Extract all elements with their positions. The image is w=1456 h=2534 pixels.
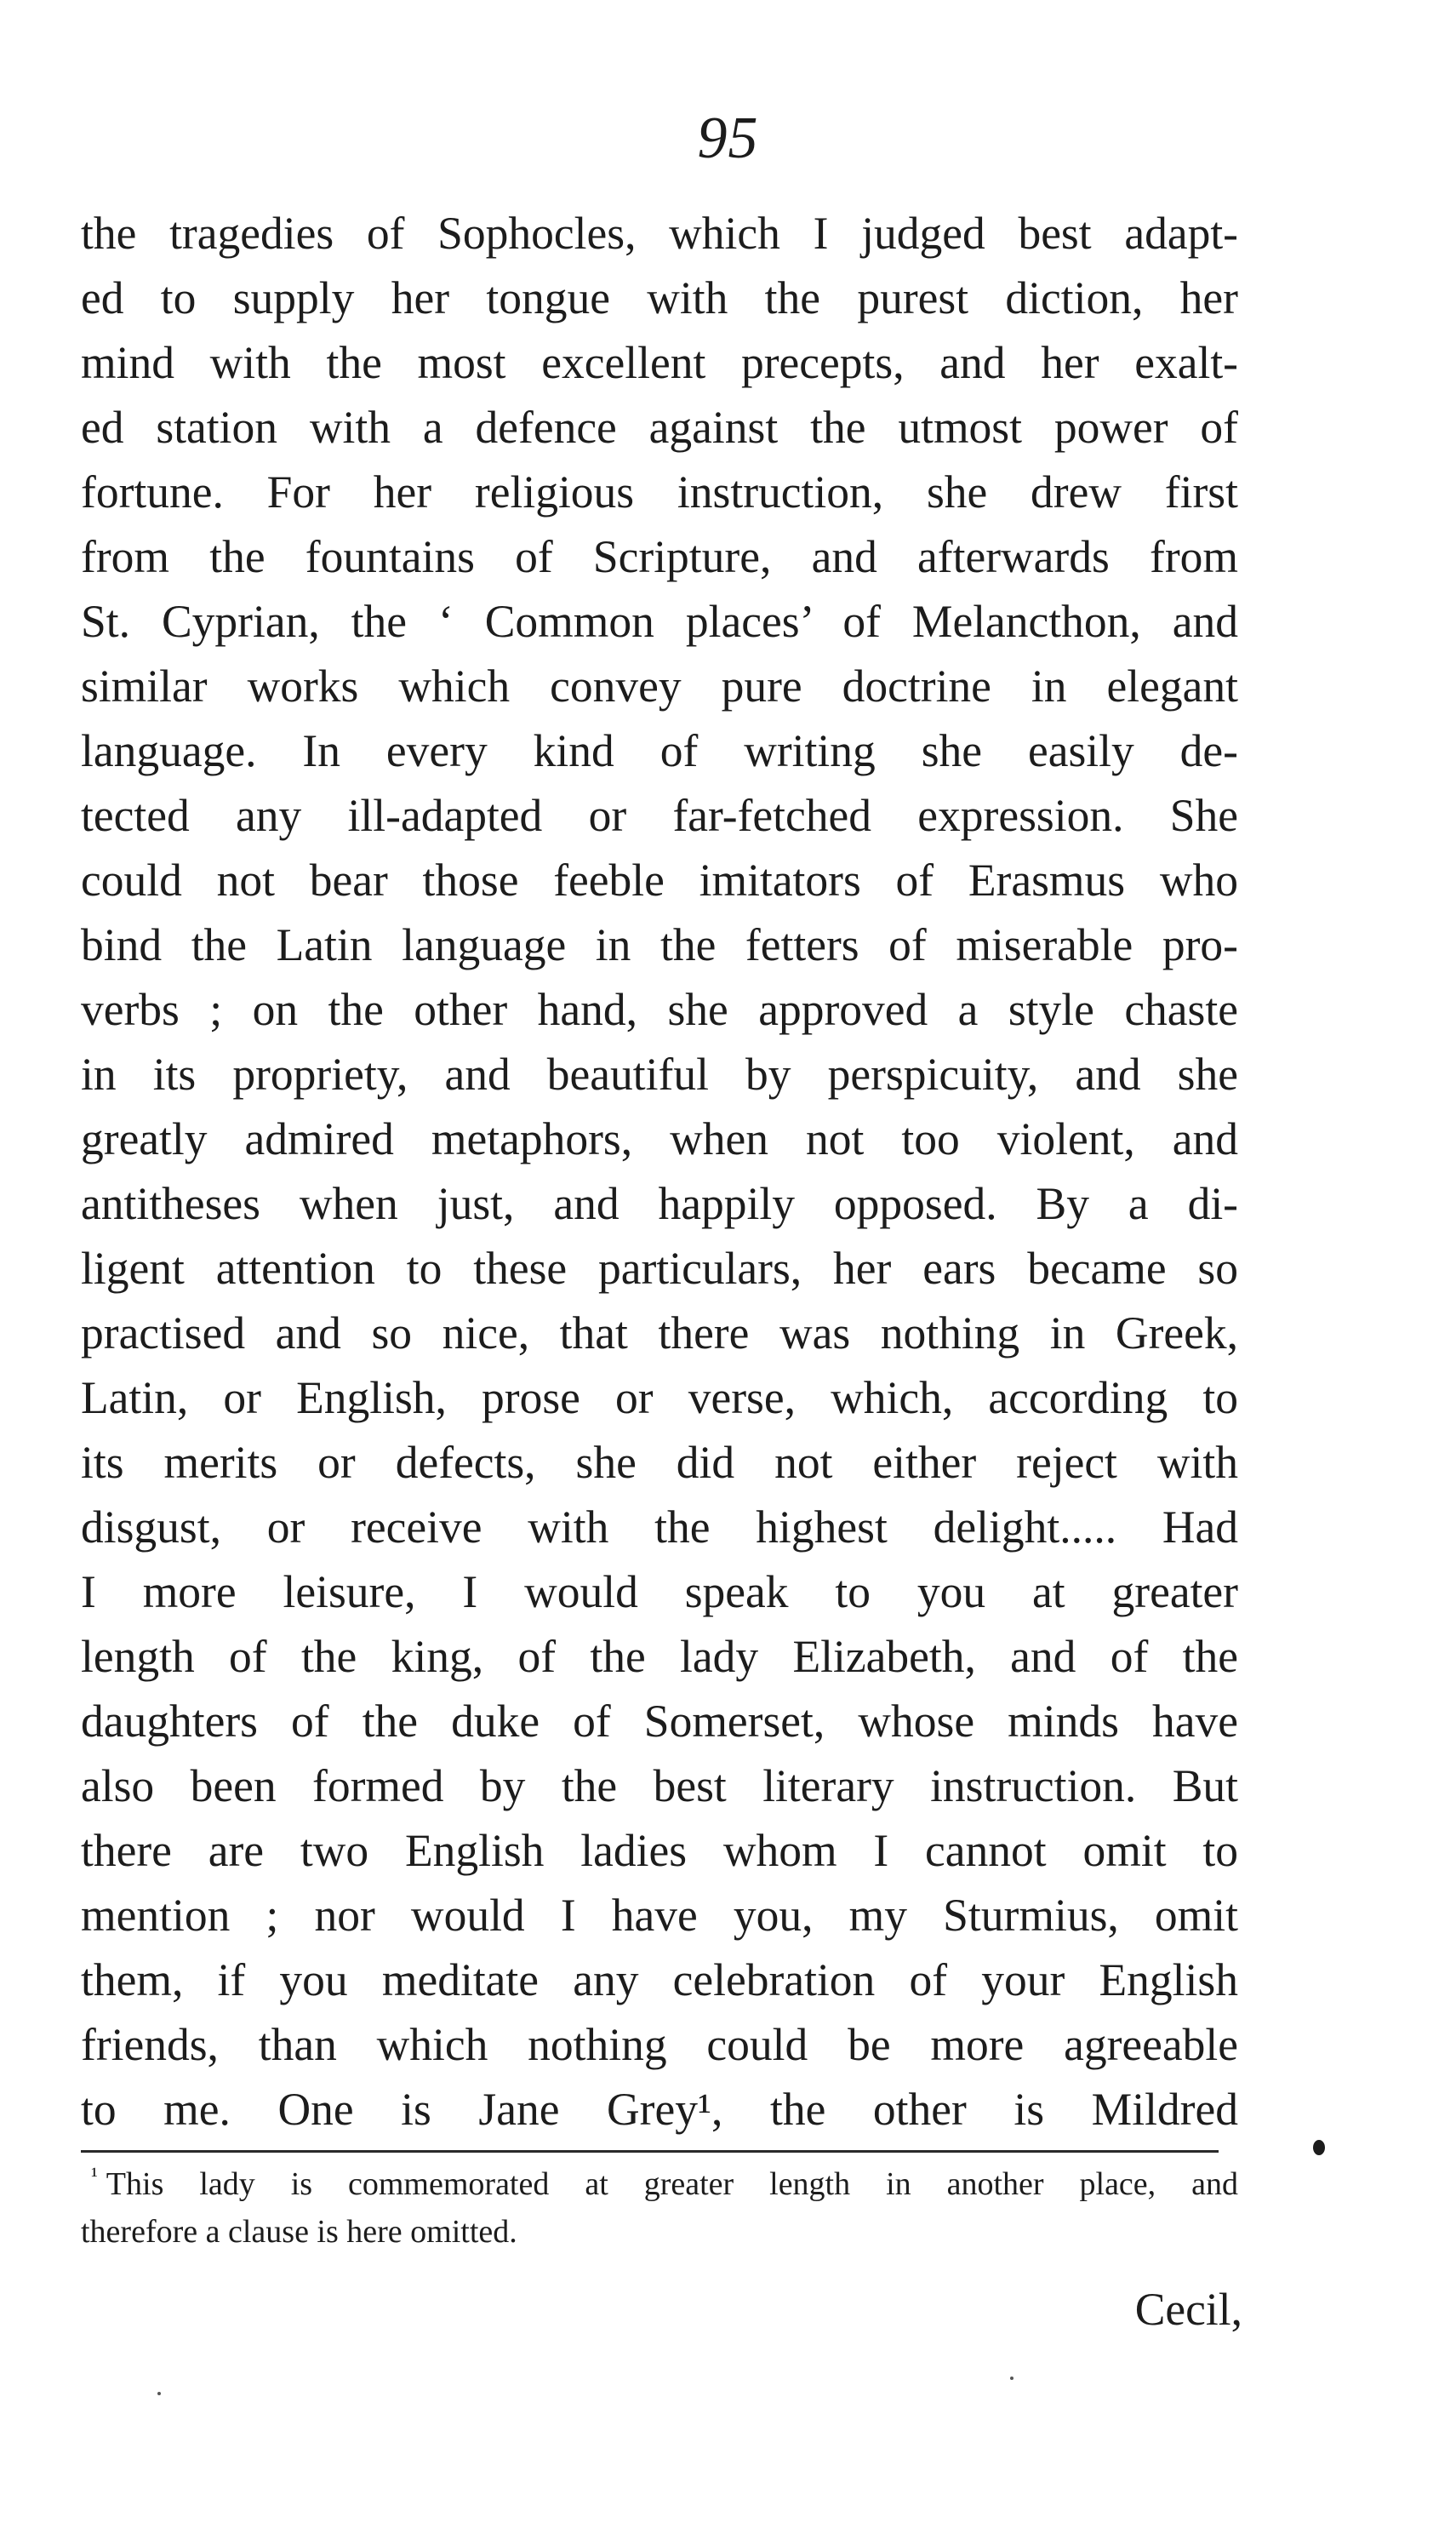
text-line: them, if you meditate any celebration of your English (81, 1954, 1238, 2005)
body-text (81, 201, 1238, 2142)
text-line: to me. One is Jane Grey¹, the other is Mildred (81, 2084, 1238, 2135)
text-line: there are two English ladies whom I cannot omit to (81, 1825, 1238, 1876)
text-line: also been formed by the best literary instruction. But (81, 1760, 1238, 1811)
text-line: bind the Latin language in the fetters of miserable pro- (81, 919, 1238, 970)
text-line: tected any ill-adapted or far-fetched expression. She (81, 790, 1238, 841)
footnote (81, 2160, 1238, 2256)
text-line: verbs ; on the other hand, she approved a style chaste (81, 984, 1238, 1035)
text-line: could not bear those feeble imitators of Erasmus who (81, 855, 1238, 906)
text-line: I more leisure, I would speak to you at greater (81, 1566, 1238, 1617)
page-number: 95 (697, 106, 759, 171)
footnote-line (81, 2160, 1238, 2208)
footnote-marker: ¹ (91, 2163, 98, 2188)
text-line: ed station with a defence against the utmost power of (81, 402, 1238, 453)
text-line: disgust, or receive with the highest delight..... Had (81, 1502, 1238, 1553)
catchword: Cecil, (1134, 2284, 1242, 2335)
footnote-line: therefore a clause is here omitted. (81, 2214, 517, 2250)
text-line: length of the king, of the lady Elizabeth, and of the (81, 1631, 1238, 1682)
text-line: greatly admired metaphors, when not too violent, and (81, 1113, 1238, 1164)
text-line: daughters of the duke of Somerset, whose minds have (81, 1696, 1238, 1747)
text-line: its merits or defects, she did not either reject with (81, 1437, 1238, 1488)
text-line: practised and so nice, that there was nothing in Greek, (81, 1307, 1238, 1359)
text-line: in its propriety, and beautiful by perspicuity, and she (81, 1049, 1238, 1100)
footnote-text: This lady is commemorated at greater length in another place, and (106, 2166, 1238, 2202)
text-line: language. In every kind of writing she easily de- (81, 725, 1238, 776)
paper-speck (1010, 2377, 1013, 2380)
footnote-divider (81, 2150, 1219, 2153)
text-line: fortune. For her religious instruction, she drew first (81, 466, 1238, 518)
paper-speck (157, 2392, 161, 2395)
ink-mark (1313, 2140, 1325, 2155)
text-line: mention ; nor would I have you, my Sturmius, omit (81, 1890, 1238, 1941)
text-line: antitheses when just, and happily opposed. By a di- (81, 1178, 1238, 1229)
text-line: friends, than which nothing could be more agreeable (81, 2019, 1238, 2070)
text-line: the tragedies of Sophocles, which I judged best adapt- (81, 208, 1238, 259)
text-line: St. Cyprian, the ‘ Common places’ of Melancthon, and (81, 596, 1238, 647)
text-line: ligent attention to these particulars, her ears became so (81, 1243, 1238, 1294)
text-line: ed to supply her tongue with the purest diction, her (81, 272, 1238, 323)
text-line: mind with the most excellent precepts, and her exalt- (81, 337, 1238, 388)
text-line: similar works which convey pure doctrine in elegant (81, 661, 1238, 712)
text-line: from the fountains of Scripture, and afterwards from (81, 531, 1238, 582)
text-line: Latin, or English, prose or verse, which, according to (81, 1372, 1238, 1423)
